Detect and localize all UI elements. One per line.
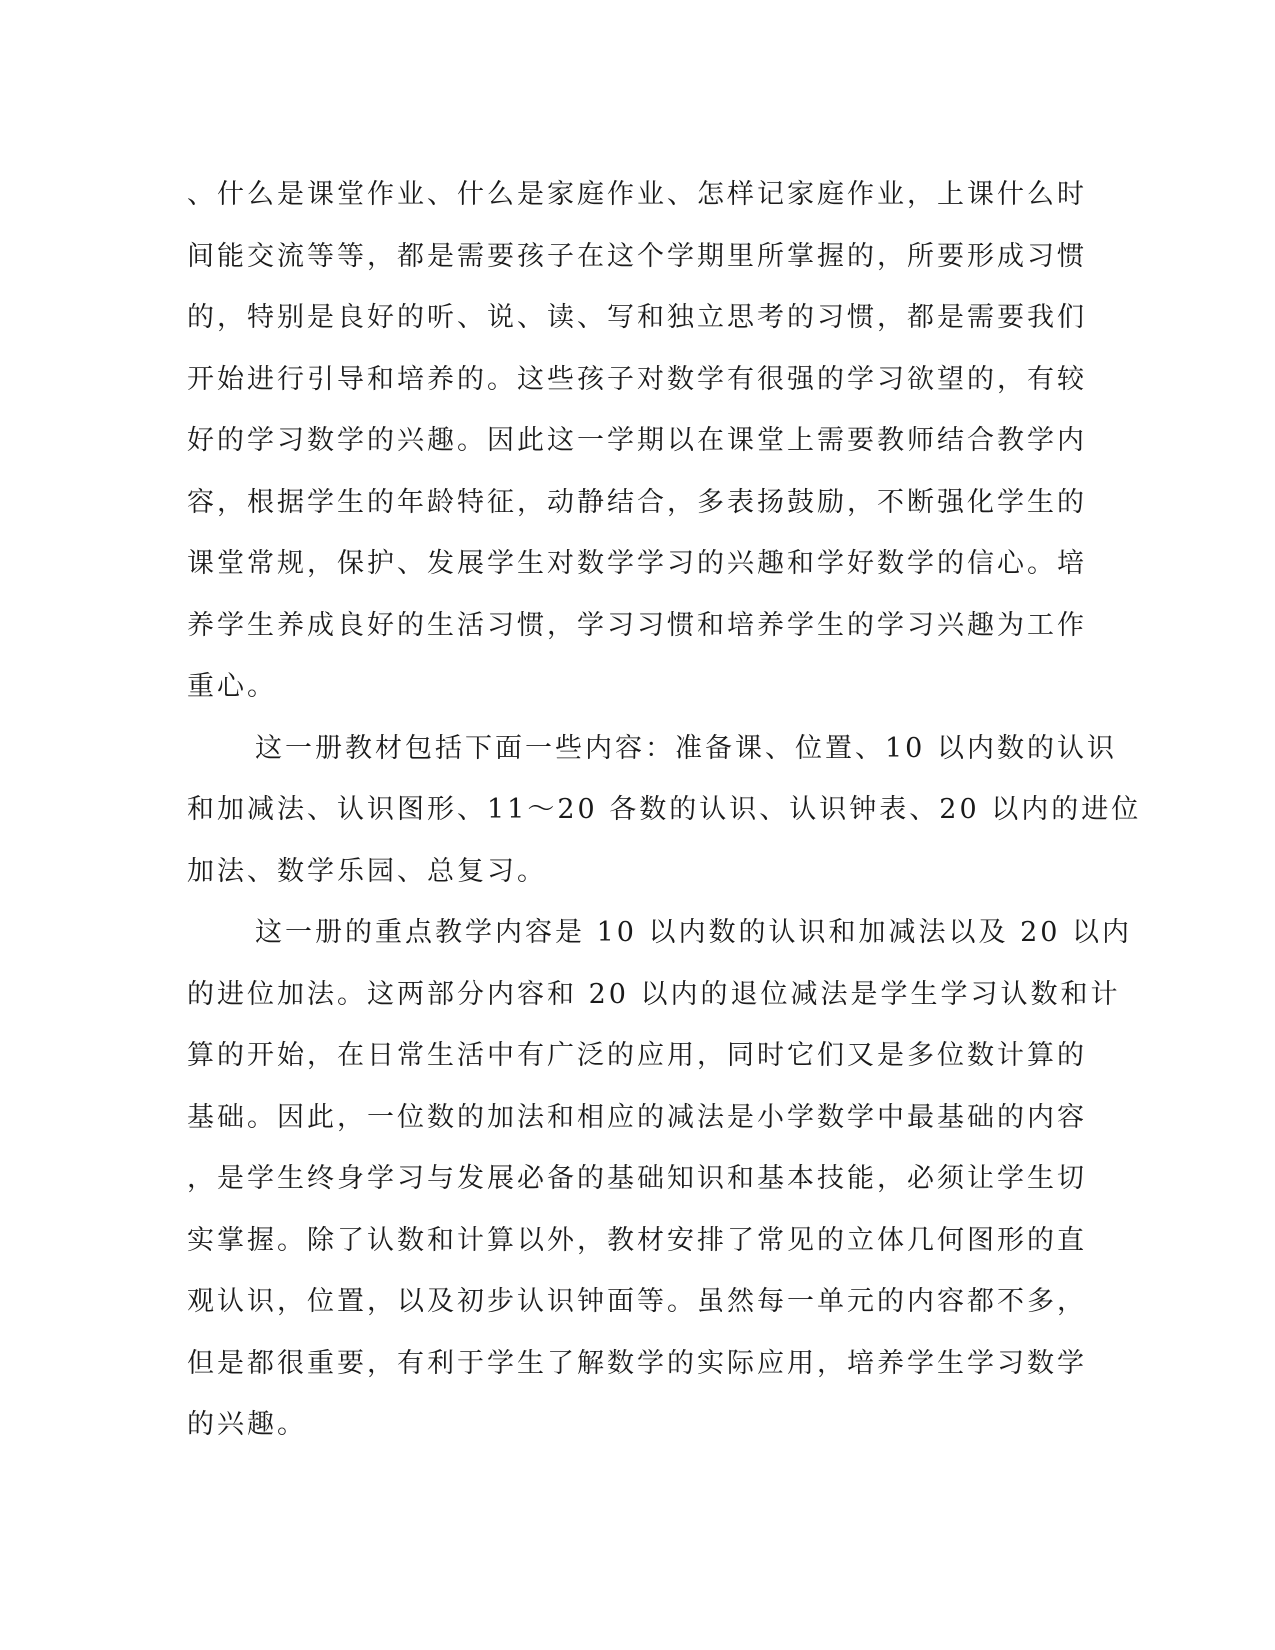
text-line: 养学生养成良好的生活习惯，学习习惯和培养学生的学习兴趣为工作 bbox=[187, 609, 1087, 641]
text-line: 重心。 bbox=[187, 671, 277, 702]
text-line: 的，特别是良好的听、说、读、写和独立思考的习惯，都是需要我们 bbox=[187, 302, 1087, 333]
text-line: 的进位加法。这两部分内容和 20 以内的退位减法是学生学习认数和计 bbox=[187, 978, 1121, 1010]
text-line: 的兴趣。 bbox=[187, 1409, 307, 1440]
text-line: 和加减法、认识图形、11～20 各数的认识、认识钟表、20 以内的进位 bbox=[187, 794, 1142, 825]
paragraph-contents bbox=[187, 718, 1142, 903]
text-line: 观认识，位置，以及初步认识钟面等。虽然每一单元的内容都不多， bbox=[187, 1286, 1087, 1317]
text-line: 但是都很重要，有利于学生了解数学的实际应用，培养学生学习数学 bbox=[187, 1347, 1087, 1379]
body-text bbox=[187, 164, 1142, 1456]
text-line: 这一册的重点教学内容是 10 以内数的认识和加减法以及 20 以内 bbox=[255, 917, 1133, 948]
text-line: 、什么是课堂作业、什么是家庭作业、怎样记家庭作业，上课什么时 bbox=[187, 179, 1087, 210]
text-line: ，是学生终身学习与发展必备的基础知识和基本技能，必须让学生切 bbox=[187, 1163, 1087, 1194]
text-line: 间能交流等等，都是需要孩子在这个学期里所掌握的，所要形成习惯 bbox=[187, 240, 1087, 272]
paragraph-habits bbox=[187, 164, 1087, 718]
text-line: 课堂常规，保护、发展学生对数学学习的兴趣和学好数学的信心。培 bbox=[187, 548, 1087, 579]
text-line: 加法、数学乐园、总复习。 bbox=[187, 855, 547, 887]
text-line: 实掌握。除了认数和计算以外，教材安排了常见的立体几何图形的直 bbox=[187, 1224, 1087, 1256]
text-line: 这一册教材包括下面一些内容：准备课、位置、10 以内数的认识 bbox=[255, 732, 1117, 764]
text-line: 算的开始，在日常生活中有广泛的应用，同时它们又是多位数计算的 bbox=[187, 1040, 1087, 1071]
text-line: 基础。因此，一位数的加法和相应的减法是小学数学中最基础的内容 bbox=[187, 1101, 1087, 1133]
paragraph-key-content bbox=[187, 902, 1133, 1456]
text-line: 开始进行引导和培养的。这些孩子对数学有很强的学习欲望的，有较 bbox=[187, 363, 1087, 395]
text-line: 容，根据学生的年龄特征，动静结合，多表扬鼓励，不断强化学生的 bbox=[187, 486, 1087, 518]
text-line: 好的学习数学的兴趣。因此这一学期以在课堂上需要教师结合教学内 bbox=[187, 425, 1087, 456]
